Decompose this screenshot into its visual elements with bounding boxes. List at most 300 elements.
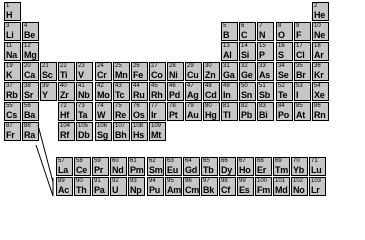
element-symbol: I <box>296 90 299 100</box>
element-cell-tc <box>113 82 130 101</box>
element-cell-md <box>273 177 290 196</box>
atomic-number: 57 <box>58 158 65 164</box>
element-cell-he <box>312 2 329 21</box>
element-symbol: Co <box>151 70 163 80</box>
element-symbol: C <box>241 30 248 40</box>
element-symbol: La <box>58 165 68 175</box>
element-symbol: Bk <box>203 185 214 195</box>
atomic-number: 31 <box>223 63 230 69</box>
atomic-number: 18 <box>314 43 321 49</box>
element-cell-lr <box>309 177 326 196</box>
element-cell-tl <box>221 102 238 121</box>
atomic-number: 82 <box>241 103 248 109</box>
element-symbol: V <box>78 70 84 80</box>
element-cell-nb <box>76 82 93 101</box>
atomic-number: 74 <box>97 103 104 109</box>
atomic-number: 92 <box>112 178 119 184</box>
element-cell-ra <box>22 122 39 141</box>
atomic-number: 54 <box>314 83 321 89</box>
element-symbol: At <box>296 110 305 120</box>
atomic-number: 101 <box>275 178 286 184</box>
atomic-number: 80 <box>205 103 212 109</box>
atomic-number: 99 <box>239 178 246 184</box>
atomic-number: 16 <box>278 43 285 49</box>
element-symbol: Lr <box>311 185 320 195</box>
atomic-number: 106 <box>97 123 108 129</box>
element-symbol: Ag <box>187 90 199 100</box>
element-cell-re <box>113 102 130 121</box>
element-symbol: Pa <box>94 185 105 195</box>
element-cell-fm <box>255 177 272 196</box>
element-symbol: Mn <box>115 70 128 80</box>
element-symbol: Yb <box>293 165 304 175</box>
atomic-number: 30 <box>205 63 212 69</box>
element-symbol: Br <box>296 70 306 80</box>
element-cell-ni <box>167 62 184 81</box>
element-cell-mo <box>95 82 112 101</box>
element-symbol: Hs <box>133 130 144 140</box>
atomic-number: 15 <box>259 43 266 49</box>
element-symbol: Cf <box>221 185 230 195</box>
element-symbol: Fr <box>6 130 15 140</box>
element-cell-np <box>128 177 145 196</box>
atomic-number: 73 <box>78 103 85 109</box>
atomic-number: 40 <box>60 83 67 89</box>
atomic-number: 7 <box>259 23 263 29</box>
element-cell-v <box>76 62 93 81</box>
element-cell-sm <box>147 157 164 176</box>
atomic-number: 11 <box>6 43 13 49</box>
atomic-number: 63 <box>167 158 174 164</box>
element-cell-ti <box>58 62 75 81</box>
element-symbol: Te <box>278 90 288 100</box>
element-symbol: Nd <box>112 165 124 175</box>
atomic-number: 9 <box>296 23 300 29</box>
element-symbol: Sr <box>24 90 33 100</box>
element-cell-os <box>131 102 148 121</box>
element-cell-ne <box>312 22 329 41</box>
element-symbol: Er <box>257 165 266 175</box>
element-symbol: No <box>293 185 305 195</box>
element-cell-cd <box>203 82 220 101</box>
element-cell-hf <box>58 102 75 121</box>
element-cell-sc <box>40 62 57 81</box>
atomic-number: 32 <box>241 63 248 69</box>
element-symbol: Ce <box>76 165 87 175</box>
atomic-number: 33 <box>259 63 266 69</box>
element-cell-f <box>294 22 311 41</box>
element-symbol: Tc <box>115 90 125 100</box>
element-cell-al <box>221 42 238 61</box>
atomic-number: 13 <box>223 43 230 49</box>
element-cell-s <box>276 42 293 61</box>
element-cell-kr <box>312 62 329 81</box>
element-symbol: Tb <box>203 165 214 175</box>
element-symbol: Ru <box>133 90 145 100</box>
element-cell-gd <box>183 157 200 176</box>
atomic-number: 77 <box>151 103 158 109</box>
element-cell-c <box>239 22 256 41</box>
atomic-number: 47 <box>187 83 194 89</box>
element-symbol: W <box>97 110 106 120</box>
element-symbol: Ni <box>169 70 178 80</box>
element-symbol: Ho <box>239 165 251 175</box>
element-cell-n <box>257 22 274 41</box>
atomic-number: 60 <box>112 158 119 164</box>
atomic-number: 61 <box>130 158 137 164</box>
atomic-number: 87 <box>6 123 13 129</box>
element-symbol: Cu <box>187 70 199 80</box>
element-cell-db <box>76 122 93 141</box>
element-cell-ge <box>239 62 256 81</box>
atomic-number: 23 <box>78 63 85 69</box>
atomic-number: 98 <box>221 178 228 184</box>
element-symbol: Lu <box>311 165 322 175</box>
element-cell-tb <box>201 157 218 176</box>
element-cell-cm <box>183 177 200 196</box>
atomic-number: 44 <box>133 83 140 89</box>
element-cell-bi <box>257 102 274 121</box>
atomic-number: 100 <box>257 178 268 184</box>
element-symbol: Gd <box>185 165 197 175</box>
atomic-number: 64 <box>185 158 192 164</box>
element-symbol: In <box>223 90 231 100</box>
atomic-number: 59 <box>94 158 101 164</box>
element-symbol: N <box>259 30 266 40</box>
atomic-number: 81 <box>223 103 230 109</box>
element-cell-la <box>56 157 73 176</box>
element-cell-zr <box>58 82 75 101</box>
element-cell-pu <box>147 177 164 196</box>
element-cell-ba <box>22 102 39 121</box>
element-cell-eu <box>165 157 182 176</box>
atomic-number: 108 <box>133 123 144 129</box>
atomic-number: 6 <box>241 23 245 29</box>
atomic-number: 49 <box>223 83 230 89</box>
atomic-number: 17 <box>296 43 303 49</box>
element-symbol: Sm <box>149 165 163 175</box>
element-symbol: Ca <box>24 70 35 80</box>
element-cell-ir <box>149 102 166 121</box>
atomic-number: 97 <box>203 178 210 184</box>
atomic-number: 37 <box>6 83 13 89</box>
element-cell-mg <box>22 42 39 61</box>
element-symbol: Ba <box>24 110 35 120</box>
element-symbol: Sg <box>97 130 108 140</box>
atomic-number: 51 <box>259 83 266 89</box>
element-cell-au <box>185 102 202 121</box>
element-cell-lu <box>309 157 326 176</box>
atomic-number: 75 <box>115 103 122 109</box>
element-symbol: S <box>278 50 284 60</box>
element-symbol: Xe <box>314 90 325 100</box>
atomic-number: 29 <box>187 63 194 69</box>
element-cell-hg <box>203 102 220 121</box>
element-symbol: Fm <box>257 185 270 195</box>
element-cell-ac <box>56 177 73 196</box>
element-cell-br <box>294 62 311 81</box>
element-cell-rb <box>4 82 21 101</box>
element-symbol: P <box>259 50 265 60</box>
element-symbol: Ga <box>223 70 235 80</box>
element-cell-li <box>4 22 21 41</box>
element-cell-co <box>149 62 166 81</box>
element-symbol: Pd <box>169 90 180 100</box>
element-symbol: Pu <box>149 185 160 195</box>
atomic-number: 70 <box>293 158 300 164</box>
atomic-number: 2 <box>314 3 318 9</box>
element-cell-w <box>95 102 112 121</box>
element-symbol: Hg <box>205 110 217 120</box>
element-symbol: Zn <box>205 70 216 80</box>
element-cell-zn <box>203 62 220 81</box>
element-symbol: Es <box>239 185 250 195</box>
element-symbol: Ra <box>24 130 35 140</box>
atomic-number: 5 <box>223 23 227 29</box>
element-symbol: Be <box>24 30 35 40</box>
element-cell-i <box>294 82 311 101</box>
element-symbol: Cd <box>205 90 217 100</box>
element-cell-ca <box>22 62 39 81</box>
atomic-number: 39 <box>42 83 49 89</box>
element-symbol: Ir <box>151 110 157 120</box>
atomic-number: 36 <box>314 63 321 69</box>
atomic-number: 48 <box>205 83 212 89</box>
element-symbol: Ge <box>241 70 253 80</box>
atomic-number: 62 <box>149 158 156 164</box>
element-cell-er <box>255 157 272 176</box>
element-cell-cu <box>185 62 202 81</box>
element-symbol: Am <box>167 185 181 195</box>
atomic-number: 90 <box>76 178 83 184</box>
element-symbol: Tm <box>275 165 288 175</box>
element-cell-ar <box>312 42 329 61</box>
element-symbol: Bi <box>259 110 268 120</box>
atomic-number: 19 <box>6 63 13 69</box>
atomic-number: 107 <box>115 123 126 129</box>
element-symbol: As <box>259 70 270 80</box>
element-symbol: Pr <box>94 165 103 175</box>
atomic-number: 91 <box>94 178 101 184</box>
element-symbol: Cr <box>97 70 107 80</box>
element-cell-cl <box>294 42 311 61</box>
atomic-number: 12 <box>24 43 31 49</box>
element-symbol: Nb <box>78 90 90 100</box>
atomic-number: 109 <box>151 123 162 129</box>
element-symbol: Zr <box>60 90 69 100</box>
element-symbol: Pm <box>130 165 144 175</box>
element-symbol: Re <box>115 110 126 120</box>
element-cell-fr <box>4 122 21 141</box>
element-cell-ta <box>76 102 93 121</box>
element-symbol: Pt <box>169 110 178 120</box>
element-cell-be <box>22 22 39 41</box>
element-symbol: Po <box>278 110 289 120</box>
element-cell-hs <box>131 122 148 141</box>
element-symbol: F <box>296 30 302 40</box>
atomic-number: 45 <box>151 83 158 89</box>
element-symbol: Li <box>6 30 14 40</box>
element-cell-si <box>239 42 256 61</box>
element-symbol: U <box>112 185 119 195</box>
element-symbol: Db <box>78 130 90 140</box>
element-cell-pa <box>92 177 109 196</box>
atomic-number: 28 <box>169 63 176 69</box>
element-cell-ag <box>185 82 202 101</box>
element-symbol: Ta <box>78 110 88 120</box>
atomic-number: 69 <box>275 158 282 164</box>
atomic-number: 38 <box>24 83 31 89</box>
atomic-number: 72 <box>60 103 67 109</box>
element-cell-pm <box>128 157 145 176</box>
atomic-number: 89 <box>58 178 65 184</box>
element-symbol: Ar <box>314 50 324 60</box>
atomic-number: 58 <box>76 158 83 164</box>
atomic-number: 104 <box>60 123 71 129</box>
element-symbol: Bh <box>115 130 127 140</box>
atomic-number: 43 <box>115 83 122 89</box>
atomic-number: 14 <box>241 43 248 49</box>
element-symbol: K <box>6 70 13 80</box>
element-cell-sg <box>95 122 112 141</box>
element-symbol: Dy <box>221 165 232 175</box>
element-symbol: H <box>6 10 13 20</box>
element-symbol: Na <box>6 50 17 60</box>
element-cell-cs <box>4 102 21 121</box>
element-symbol: Sn <box>241 90 252 100</box>
element-cell-o <box>276 22 293 41</box>
atomic-number: 95 <box>167 178 174 184</box>
atomic-number: 88 <box>24 123 31 129</box>
element-symbol: Cl <box>296 50 305 60</box>
element-symbol: Sb <box>259 90 270 100</box>
element-cell-b <box>221 22 238 41</box>
atomic-number: 20 <box>24 63 31 69</box>
element-cell-fe <box>131 62 148 81</box>
element-cell-cr <box>95 62 112 81</box>
atomic-number: 103 <box>311 178 322 184</box>
atomic-number: 84 <box>278 103 285 109</box>
element-cell-nd <box>110 157 127 176</box>
atomic-number: 78 <box>169 103 176 109</box>
element-symbol: Rf <box>60 130 69 140</box>
element-symbol: Au <box>187 110 199 120</box>
element-cell-ce <box>74 157 91 176</box>
element-symbol: Al <box>223 50 232 60</box>
atomic-number: 105 <box>78 123 89 129</box>
element-cell-yb <box>291 157 308 176</box>
atomic-number: 10 <box>314 23 321 29</box>
element-symbol: Hf <box>60 110 69 120</box>
element-symbol: Np <box>130 185 142 195</box>
element-cell-cf <box>219 177 236 196</box>
atomic-number: 53 <box>296 83 303 89</box>
element-cell-mn <box>113 62 130 81</box>
element-symbol: Kr <box>314 70 324 80</box>
element-cell-th <box>74 177 91 196</box>
atomic-number: 68 <box>257 158 264 164</box>
atomic-number: 41 <box>78 83 85 89</box>
atomic-number: 67 <box>239 158 246 164</box>
element-symbol: Ac <box>58 185 69 195</box>
atomic-number: 102 <box>293 178 304 184</box>
element-symbol: Eu <box>167 165 178 175</box>
element-symbol: Fe <box>133 70 143 80</box>
atomic-number: 50 <box>241 83 248 89</box>
element-symbol: He <box>314 10 325 20</box>
element-symbol: Y <box>42 90 48 100</box>
atomic-number: 86 <box>314 103 321 109</box>
atomic-number: 96 <box>185 178 192 184</box>
atomic-number: 22 <box>60 63 67 69</box>
element-symbol: Cm <box>185 185 199 195</box>
element-symbol: Th <box>76 185 87 195</box>
atomic-number: 21 <box>42 63 49 69</box>
atomic-number: 24 <box>97 63 104 69</box>
element-cell-rh <box>149 82 166 101</box>
element-cell-sn <box>239 82 256 101</box>
atomic-number: 71 <box>311 158 318 164</box>
element-cell-ru <box>131 82 148 101</box>
element-cell-te <box>276 82 293 101</box>
atomic-number: 3 <box>6 23 10 29</box>
element-cell-sb <box>257 82 274 101</box>
element-symbol: Os <box>133 110 145 120</box>
atomic-number: 55 <box>6 103 13 109</box>
element-symbol: B <box>223 30 230 40</box>
element-symbol: Mg <box>24 50 37 60</box>
element-symbol: O <box>278 30 285 40</box>
element-symbol: Se <box>278 70 289 80</box>
element-cell-es <box>237 177 254 196</box>
atomic-number: 26 <box>133 63 140 69</box>
atomic-number: 65 <box>203 158 210 164</box>
atomic-number: 34 <box>278 63 285 69</box>
element-cell-mt <box>149 122 166 141</box>
element-cell-rn <box>312 102 329 121</box>
element-symbol: Mo <box>97 90 110 100</box>
element-symbol: Rb <box>6 90 18 100</box>
atomic-number: 42 <box>97 83 104 89</box>
atomic-number: 85 <box>296 103 303 109</box>
element-cell-p <box>257 42 274 61</box>
element-cell-k <box>4 62 21 81</box>
atomic-number: 1 <box>6 3 10 9</box>
element-symbol: Mt <box>151 130 161 140</box>
element-symbol: Cs <box>6 110 17 120</box>
atomic-number: 93 <box>130 178 137 184</box>
atomic-number: 27 <box>151 63 158 69</box>
element-cell-ho <box>237 157 254 176</box>
element-symbol: Rn <box>314 110 326 120</box>
element-cell-pd <box>167 82 184 101</box>
atomic-number: 4 <box>24 23 28 29</box>
element-cell-rf <box>58 122 75 141</box>
atomic-number: 46 <box>169 83 176 89</box>
atomic-number: 79 <box>187 103 194 109</box>
atomic-number: 25 <box>115 63 122 69</box>
atomic-number: 35 <box>296 63 303 69</box>
element-cell-dy <box>219 157 236 176</box>
element-symbol: Tl <box>223 110 231 120</box>
atomic-number: 52 <box>278 83 285 89</box>
element-cell-po <box>276 102 293 121</box>
element-cell-y <box>40 82 57 101</box>
element-cell-na <box>4 42 21 61</box>
element-cell-pt <box>167 102 184 121</box>
element-cell-pr <box>92 157 109 176</box>
element-cell-am <box>165 177 182 196</box>
